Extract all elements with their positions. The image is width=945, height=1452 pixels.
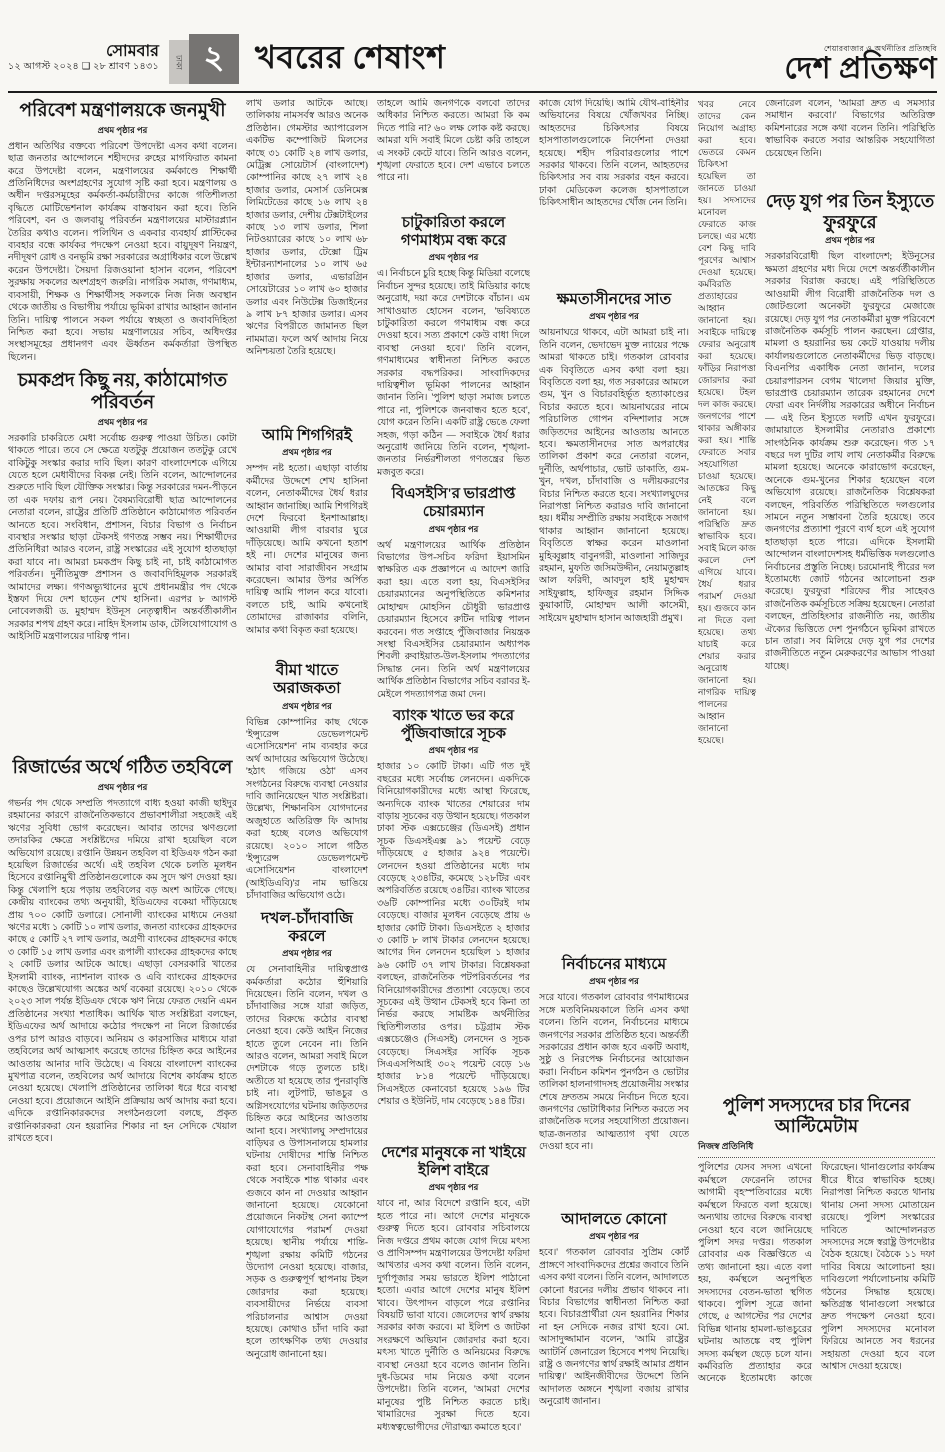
article-hilsa-export [377, 1145, 530, 1434]
date-line: ১২ আগস্ট ২০২৪ ❑ ২৮ শ্রাবণ ১৪৩১ [8, 62, 159, 73]
article-flattery-media [377, 215, 530, 479]
article-environment-ministry [8, 101, 237, 364]
weekday-label: সোমবার [106, 43, 159, 61]
article-insurance-sector [246, 662, 368, 903]
article-body: অর্থ মন্ত্রণালয়ের আর্থিক প্রতিষ্ঠান বিভাগের উপ-সচিব ফরিদা ইয়াসমিন স্বাক্ষরিত এক প্রজ্ঞাপনে এ আদেশ জারি করা হয়। এতে বলা হয়, বিএসইসির চেয়ারম্যানের অনুপস্থিতিতে কমিশনার মোহাম্মদ মোহসিন চৌধুরী ভারপ্রাপ্ত চেয়ারম্যান হিসেবে রুটিন দায়িত্ব পালন করবেন। গত সপ্তাহে পুঁজিবাজার নিয়ন্ত্রক সংস্থা বিএসইসির চেয়ারম্যান অধ্যাপক শিবলী রুবাইয়াত-উল-ইসলাম পদত্যাগের সিদ্ধান্ত নেন। তিনি অর্থ মন্ত্রণালয়ের আর্থিক প্রতিষ্ঠান বিভাগের সচিব বরাবর ই-মেইলে পদত্যাগপত্র জমা দেন। [377, 540, 530, 700]
date-block [8, 42, 159, 76]
column-6 [765, 98, 935, 1092]
article-headline: আমি শিগগিরই [262, 427, 352, 444]
article-reserve-fund [8, 758, 237, 1145]
article-joined-work-continuation [539, 98, 689, 284]
continued-from-page-one: প্রথম পৃষ্ঠার পর [282, 948, 332, 959]
article-body: আয়নাঘরে থাকবে, এটা আমরা চাই না। তিনি বলেন, ভেদাভেদ মুক্ত ন্যায়ের পক্ষে আমরা থাকতে চাই। গতকাল রোববার এক বিবৃতিতে এসব কথা বলা হয়। বিবৃতিতে বলা হয়, গত সরকারের আমলে গুম, খুন ও বিচারবহির্ভূত হত্যাকাণ্ডের বিচার করতে হবে। আয়নাঘরের নামে পরিচালিত গোপন বন্দিশালার সঙ্গে জড়িতদের আইনের আওতায় আনতে হবে। ক্ষমতাসীনদের সাত অপরাধের তালিকা প্রকাশ করে নেতারা বলেন, দুর্নীতি, অর্থপাচার, ভোট ডাকাতি, গুম-খুন, দখল, চাঁদাবাজি ও দলীয়করণের বিচার নিশ্চিত করতে হবে। সংখ্যালঘুদের নিরাপত্তা নিশ্চিত করারও দাবি জানানো হয়। ধর্মীয় সম্প্রীতি রক্ষায় সবাইকে সজাগ থাকার আহ্বান জানানো হয়েছে। বিবৃতিতে স্বাক্ষর করেন মাওলানা মুহিব্বুল্লাহ বাবুনগরী, মাওলানা সাজিদুর রহমান, মুফতি জসিমউদ্দীন, নেয়ামতুল্লাহ আল ফরিদী, আবদুল হাই মুহাম্মদ সাইফুল্লাহ, হাফিজুর রহমান সিদ্দিক কুয়াকাটি, মোহাম্মদ আলী কাসেমী, সাইয়েদ মুহাম্মাদ হাসান আজহারী প্রমুখ। [539, 328, 689, 624]
article-headline: নির্বাচনের মাধ্যমে [561, 956, 667, 973]
column-2 [246, 98, 368, 1445]
article-body: সম্পদ নষ্ট হতো। এছাড়া বার্তায় কর্মীদের উদ্দেশে শেখ হাসিনা বলেন, নেতাকর্মীদের ধৈর্য ধরার আহ্বান জানাচ্ছি। আমি শিগগিরই দেশে ফিরবো ইনশাআল্লাহ। আওয়ামী লীগ বারবার ঘুরে দাঁড়িয়েছে। আমি কখনো হতাশ হই না। দেশের মানুষের জন্য আমার বাবা সারাজীবন সংগ্রাম করেছেন। আমার উপর অর্পিত দায়িত্ব আমি পালন করে যাবো। বলতে চাই, আমি কখনোই তোমাদের রাজাকার বলিনি, আমার কথা বিকৃত করা হয়েছে। [246, 464, 368, 636]
continued-from-page-one: প্রথম পৃষ্ঠার পর [428, 252, 479, 263]
article-narrow-continuation [698, 98, 756, 746]
column-4 [539, 98, 689, 1445]
column-5-narrow [698, 98, 756, 1092]
column-3 [377, 98, 530, 1445]
article-body: কাজে যোগ দিয়েছি। আমি যৌথ-বাহিনীর অভিযানের বিষয়ে খোঁজখবর নিচ্ছি। আহতদের চিকিৎসার বিষয়ে হাসপাতালগুলোকে নির্দেশনা দেওয়া হয়েছে। শহীদ পরিবারগুলোর পাশে সরকার থাকবে। তিনি বলেন, আহতদের চিকিৎসার সব ব্যয় সরকার বহন করবে। ঢাকা মেডিকেল কলেজ হাসপাতালে চিকিৎসাধীন আহতদের খোঁজ নেন তিনি। [539, 99, 689, 209]
continued-from-page-one: প্রথম পৃষ্ঠার পর [825, 235, 875, 246]
section-title: খবরের শেষাংশ [254, 39, 446, 75]
article-headline: বিএসইসি'র ভারপ্রাপ্ত চেয়ারম্যান [391, 486, 516, 520]
article-three-issues [765, 191, 935, 673]
byline-own-correspondent: নিজস্ব প্রতিনিধি [698, 1138, 935, 1158]
continued-from-page-one: প্রথম পৃষ্ঠার পর [589, 1231, 639, 1242]
article-headline: বীমা খাতে অরাজকতা [273, 662, 341, 698]
article-body: যাবে না, আর বিদেশে রপ্তানি হবে, এটা হতে পারে না। আগে দেশের মানুষকে গুরুত্ব দিতে হবে। রোববার সচিবালয়ে নিজ দপ্তরে প্রথম কাজে যোগ দিয়ে মৎস্য ও প্রাণিসম্পদ মন্ত্রণালয়ের উপদেষ্টা ফরিদা আখতার এসব কথা বলেন। তিনি বলেন, দুর্গাপূজার সময় ভারতে ইলিশ পাঠানো হতো। এবার আগে দেশের মানুষ ইলিশ খাবে। উৎপাদন বাড়লে পরে রপ্তানির বিষয়টি ভাবা যাবে। জেলেদের স্বার্থ রক্ষায় সরকার কাজ করবে। মা ইলিশ ও জাটকা সংরক্ষণে অভিযান জোরদার করা হবে। মৎস্য খাতে দুর্নীতি ও অনিয়মের বিরুদ্ধে ব্যবস্থা নেওয়া হবে বলেও জানান তিনি। দুধ-ডিমের দাম নিয়েও কথা বলেন উপদেষ্টা। তিনি বলেন, 'আমরা দেশের মানুষের পুষ্টি নিশ্চিত করতে চাই। খামারিদের সুরক্ষা দিতে হবে। মধ্যস্বত্বভোগীদের দৌরাত্ম্য কমাতে হবে।' [377, 1199, 530, 1433]
article-structural-change [8, 371, 237, 751]
article-body: সরকারবিরোধী ছিল বাংলাদেশ; ইউনূসের ক্ষমতা গ্রহণের মধ্য দিয়ে দেশে অন্তর্বর্তীকালীন সরকার বিরাজ করছে। এই পরিস্থিতিতে আওয়ামী লীগ বিরোধী রাজনৈতিক দল ও জোটগুলো অনেকটা ফুরফুরে মেজাজে রয়েছে। দেড় যুগ পর নেতাকর্মীরা মুক্ত পরিবেশে রাজনৈতিক কর্মসূচি পালন করছেন। গ্রেপ্তার, মামলা ও হয়রানির ভয় কেটে যাওয়ায় দলীয় কার্যালয়গুলোতে নেতাকর্মীদের ভিড় বাড়ছে। বিএনপির একাধিক নেতা জানান, দলের চেয়ারপারসন বেগম খালেদা জিয়ার মুক্তি, ভারপ্রাপ্ত চেয়ারম্যান তারেক রহমানের দেশে ফেরা এবং নির্দলীয় সরকারের অধীনে নির্বাচন — এই তিন ইস্যুতে দলটি এখন ফুরফুরে। জামায়াতে ইসলামীর নেতারাও প্রকাশ্যে সাংগঠনিক কার্যক্রম শুরু করেছেন। গত ১৭ বছরে দল দুটির লাখ লাখ নেতাকর্মীর বিরুদ্ধে মামলা হয়েছে। অনেকে কারাভোগ করেছেন, অনেকে গুম-খুনের শিকার হয়েছেন বলে অভিযোগ রয়েছে। রাজনৈতিক বিশ্লেষকরা বলছেন, পরিবর্তিত পরিস্থিতিতে দলগুলোর সামনে নতুন সম্ভাবনা তৈরি হয়েছে। তবে জনগণের প্রত্যাশা পূরণে ব্যর্থ হলে এই সুযোগ হাতছাড়া হতে পারে। এদিকে ইসলামী আন্দোলন বাংলাদেশসহ ধর্মভিত্তিক দলগুলোও নির্বাচনের প্রস্তুতি নিচ্ছে। চরমোনাই পীরের দল ইতোমধ্যে জোট গঠনের আলোচনা শুরু করেছে। ফুরফুরা শরিফের পীর সাহেবও রাজনৈতিক কর্মসূচিতে সক্রিয় হয়েছেন। নেতারা বলছেন, প্রতিহিংসার রাজনীতি নয়, জাতীয় ঐক্যের ভিত্তিতে দেশ পুনর্গঠনে ভূমিকা রাখতে চান তারা। সব মিলিয়ে দেড় যুগ পর দেশের রাজনীতিতে নতুন মেরুকরণের আভাস পাওয়া যাচ্ছে। [765, 252, 935, 672]
article-headline: চমকপ্রদ কিছু নয়, কাঠামোগত পরিবর্তন [17, 371, 228, 413]
continued-from-page-one: প্রথম পৃষ্ঠার পর [428, 1182, 479, 1193]
article-body: গভর্নর পদ থেকে সম্প্রতি পদত্যাগে বাধ্য হওয়া কাজী ছাইদুর রহমানের কারণে রাজনৈতিকভাবে প্রভাবশালীরা সহজেই এই ঋণের সুবিধা ভোগ করেছেন। আবার তাদের ঋণগুলো তদারকির ক্ষেত্রে সংশ্লিষ্টদের দমিয়ে রাখা হয়েছিল বলে অভিযোগ রয়েছে। রপ্তানি উন্নয়ন তহবিল বা ইডিএফ গঠন করা হয়েছিল রিজার্ভের অর্থে। এই তহবিল থেকে চলতি মূলধন হিসেবে রপ্তানিমুখী প্রতিষ্ঠানগুলোকে কম সুদে ঋণ দেওয়া হয়। কিন্তু খেলাপি হয়ে পড়ায় তহবিলের বড় অংশ আটকে গেছে। কেন্দ্রীয় ব্যাংকের তথ্য অনুযায়ী, ইডিএফের বকেয়া দাঁড়িয়েছে প্রায় ৭০০ কোটি ডলারে। সোনালী ব্যাংকের মাধ্যমে নেওয়া ঋণের মধ্যে ১ কোটি ১০ লাখ ডলার, জনতা ব্যাংকের গ্রাহকদের কাছে ৫ কোটি ২৭ লাখ ডলার, অগ্রণী ব্যাংকের গ্রাহকদের কাছে ৩ কোটি ১৫ লাখ ডলার এবং রূপালী ব্যাংকের গ্রাহকদের কাছে ২ কোটি ডলার আটকে আছে। এছাড়া বেসরকারি খাতের ইসলামী ব্যাংক, ন্যাশনাল ব্যাংক ও এবি ব্যাংকের গ্রাহকদের কাছেও উল্লেখযোগ্য অঙ্কের অর্থ বকেয়া রয়েছে। ২০১০ থেকে ২০২৩ সাল পর্যন্ত ইডিএফ থেকে ঋণ নিয়ে ফেরত দেয়নি এমন প্রতিষ্ঠানের সংখ্যা শতাধিক। আর্থিক খাত সংশ্লিষ্টরা বলছেন, ইডিএফের অর্থ আদায়ে কঠোর পদক্ষেপ না নিলে রিজার্ভের ওপর চাপ আরও বাড়বে। অনিয়ম ও কারসাজির মাধ্যমে যারা তহবিলের অর্থ আত্মসাৎ করেছে তাদের চিহ্নিত করে আইনের আওতায় আনার দাবি উঠেছে। এ বিষয়ে বাংলাদেশ ব্যাংকের মুখপাত্র বলেন, তহবিলের অর্থ আদায়ে বিশেষ কার্যক্রম হাতে নেওয়া হয়েছে। খেলাপি প্রতিষ্ঠানের তালিকা ধরে ধরে ব্যবস্থা নেওয়া হবে। প্রয়োজনে আইনি প্রক্রিয়ায় অর্থ আদায় করা হবে। এদিকে রপ্তানিকারকদের সংগঠনগুলো বলছে, প্রকৃত রপ্তানিকারকরা যেন হয়রানির শিকার না হন সেদিকে খেয়াল রাখতে হবে। [8, 798, 237, 1144]
article-headline: দেশের মানুষকে না খাইয়ে ইলিশ বাইরে [381, 1144, 526, 1179]
masthead [784, 45, 937, 86]
article-headline: চাটুকারিতা করলে গণমাধ্যম বন্ধ করে [400, 215, 507, 249]
article-police-ultimatum [698, 1092, 935, 1386]
article-then-people-continuation [377, 98, 530, 208]
masthead-tagline: শেয়ারবাজার ও অর্থনীতির প্রতিচ্ছবি [824, 43, 937, 53]
continued-from-page-one: প্রথম পৃষ্ঠার পর [282, 447, 332, 458]
article-headline: দখল-চাঁদাবাজি করলে [261, 909, 353, 945]
column-right [698, 98, 935, 1445]
newspaper-logo: দেশ প্রতিক্ষণ [784, 51, 937, 85]
continued-from-page-one: প্রথম পৃষ্ঠার পর [97, 781, 148, 792]
article-body: যে সেনাবাহিনীর দায়িত্বপ্রাপ্ত কর্মকর্তারা কঠোর হুঁশিয়ারি দিয়েছেন। তিনি বলেন, দখল ও চাঁদাবাজির সঙ্গে যারা জড়িত, তাদের বিরুদ্ধে কঠোর ব্যবস্থা নেওয়া হবে। কেউ আইন নিজের হাতে তুলে নেবেন না। তিনি আরও বলেন, আমরা সবাই মিলে দেশটাকে গড়ে তুলতে চাই। অতীতে যা হয়েছে তার পুনরাবৃত্তি চাই না। লুটপাট, ভাঙচুর ও অগ্নিসংযোগের ঘটনায় জড়িতদের চিহ্নিত করে আইনের আওতায় আনা হবে। সংখ্যালঘু সম্প্রদায়ের বাড়িঘর ও উপাসনালয়ে হামলার ঘটনায় দোষীদের শাস্তি নিশ্চিত করা হবে। সেনাবাহিনীর পক্ষ থেকে সবাইকে শান্ত থাকার এবং গুজবে কান না দেওয়ার আহ্বান জানানো হয়েছে। যেকোনো প্রয়োজনে নিকটস্থ সেনা ক্যাম্পে যোগাযোগের পরামর্শ দেওয়া হয়েছে। স্থানীয় পর্যায়ে শান্তি-শৃঙ্খলা রক্ষায় কমিটি গঠনের উদ্যোগ নেওয়া হয়েছে। বাজার, সড়ক ও গুরুত্বপূর্ণ স্থাপনায় টহল জোরদার করা হয়েছে। ব্যবসায়ীদের নির্ভয়ে ব্যবসা পরিচালনার আশ্বাস দেওয়া হয়েছে। কোথাও চাঁদা দাবি করা হলে তাৎক্ষণিক তথ্য দেওয়ার অনুরোধ জানানো হয়। [246, 965, 368, 1360]
article-body: এ। নির্বাচনে চুরি হচ্ছে কিন্তু মিডিয়া বলেছে নির্বাচন সুন্দর হয়েছে। তাই মিডিয়ার কাছে অনুরোধ, দয়া করে দেশটাকে বাঁচান। এম সাখাওয়াত হোসেন বলেন, 'ভবিষ্যতে চাটুকারিতা করলে গণমাধ্যম বন্ধ করে দেওয়া হবে। সত্য প্রকাশে কেউ বাধা দিলে ব্যবস্থা নেওয়া হবে।' তিনি বলেন, গণমাধ্যমের স্বাধীনতা নিশ্চিত করতে সরকার বদ্ধপরিকর। সাংবাদিকদের দায়িত্বশীল ভূমিকা পালনের আহ্বান জানান তিনি। 'পুলিশ ছাড়া সমাজ চলতে পারে না, পুলিশকে জনবান্ধব হতে হবে', যোগ করেন তিনি। একটি রাষ্ট্র ভেঙে ফেলা সহজ, গড়া কঠিন — সবাইকে ধৈর্য ধরার অনুরোধ জানিয়ে তিনি বলেন, শৃঙ্খলা-জনতার নির্ভরশীলতা গণতন্ত্রের ভিত মজবুত করে। [377, 269, 530, 478]
continued-from-page-one: প্রথম পৃষ্ঠার পর [589, 311, 639, 322]
page-number: ২ [189, 34, 239, 84]
continued-from-page-one: প্রথম পৃষ্ঠার পর [282, 700, 332, 711]
article-headline: পুলিশ সদস্যদের চার দিনের আল্টিমেটাম [722, 1095, 911, 1137]
article-body: হবে।' গতকাল রোববার সুপ্রিম কোর্ট প্রাঙ্গণে সাংবাদিকদের প্রশ্নের জবাবে তিনি এসব কথা বলেন। তিনি বলেন, আদালতে কোনো ধরনের দলীয় প্রভাব থাকবে না। বিচার বিভাগের স্বাধীনতা নিশ্চিত করা হবে। বিচারপ্রার্থীরা যেন হয়রানির শিকার না হন সেদিকে নজর রাখা হবে। মো. আসাদুজ্জামান বলেন, 'আমি রাষ্ট্রের অ্যাটর্নি জেনারেল হিসেবে শপথ নিয়েছি। রাষ্ট্র ও জনগণের স্বার্থ রক্ষাই আমার প্রধান দায়িত্ব।' আইনজীবীদের উদ্দেশে তিনি আদালত অঙ্গনে শৃঙ্খলা বজায় রাখার অনুরোধ জানান। [539, 1248, 689, 1408]
article-body: হাজার ১০ কোটি টাকা। এটি গত দুই বছরের মধ্যে সর্বোচ্চ লেনদেন। একদিকে বিনিয়োগকারীদের মধ্যে আস্থা ফিরেছে, অন্যদিকে ব্যাংক খাতের শেয়ারের দাম বাড়ায় সূচকের বড় উত্থান হয়েছে। গতকাল ঢাকা স্টক এক্সচেঞ্জের (ডিএসই) প্রধান সূচক ডিএসইএক্স ৯১ পয়েন্ট বেড়ে দাঁড়িয়েছে ৫ হাজার ৯২৪ পয়েন্টে। লেনদেন হওয়া প্রতিষ্ঠানের মধ্যে দাম বেড়েছে ২৩৪টির, কমেছে ১২৮টির এবং অপরিবর্তিত রয়েছে ৩৪টির। ব্যাংক খাতের ৩৬টি কোম্পানির মধ্যে ৩০টিরই দাম বেড়েছে। বাজার মূলধন বেড়েছে প্রায় ৬ হাজার কোটি টাকা। ডিএসইতে ২ হাজার ৩ কোটি ৮ লাখ টাকার লেনদেন হয়েছে। আগের দিন লেনদেন হয়েছিল ১ হাজার ৯৬ কোটি ৩৭ লাখ টাকার। বিশ্লেষকরা বলছেন, রাজনৈতিক পটপরিবর্তনের পর বিনিয়োগকারীদের প্রত্যাশা বেড়েছে। তবে সূচকের এই উত্থান টেকসই হবে কিনা তা নির্ভর করছে সামষ্টিক অর্থনীতির স্থিতিশীলতার ওপর। চট্টগ্রাম স্টক এক্সচেঞ্জেও (সিএসই) লেনদেন ও সূচক বেড়েছে। সিএসইর সার্বিক সূচক সিএএসপিআই ৩০২ পয়েন্ট বেড়ে ১৬ হাজার ৮১৪ পয়েন্টে দাঁড়িয়েছে। সিএসইতে কেনাবেচা হয়েছে ১৯৬ টির শেয়ার ও ইউনিট, দাম বেড়েছে ১৪৪ টির। [377, 762, 530, 1108]
article-through-election [539, 956, 689, 1204]
article-stock-index [377, 708, 530, 1138]
article-headline: দেড় যুগ পর তিন ইস্যুতে ফুরফুরে [765, 191, 935, 233]
article-bsec-chairman [377, 486, 530, 701]
article-body: তাহলে আমি জনগণকে বলবো তাদের অধিকার নিশ্চিত করতে। আমরা কি কম দিতে পারি না? ৬০ লক্ষ লোক কষ্ট করছে। আমরা যদি সবাই মিলে চেষ্টা করি তাহলে এ সংকট কেটে যাবে। তিনি আরও বলেন, শৃঙ্খলা ফেরাতে হবে। দেশ এভাবে চলতে পারে না। [377, 99, 530, 184]
article-body: লাখ ডলার আটকে আছে। তালিকায় নামসর্বস্ব আরও অনেক প্রতিষ্ঠান। গেমস্টার অ্যাপারেলস একটিভ কম্পোজিট মিলসের কাছে ৩১ কোটি ২৪ লাখ ডলার, মেট্রিক্স সোয়েটার্স (বাংলাদেশ) কোম্পানির কাছে ২৭ লাখ ২৪ হাজার ডলার, মেসার্স ডেনিমেক্স লিমিটেডের কাছে ১৬ লাখ ২৪ হাজার ডলার, দেশীয় টেক্সটাইলের কাছে ১৩ লাখ ডলার, শিলা নিটওয়্যারের কাছে ১০ লাখ ৬৮ হাজার ডলার, টেক্সো ট্রিম ইন্টারন্যাশনালের ১০ লাখ ৬৫ হাজার ডলার, এভারগ্রিন সোয়েটারের ১০ লাখ ৬০ হাজার ডলার এবং নিউটেক্স ডিজাইনের ৯ লাখ ৮৭ হাজার ডলার। এসব ঋণের বিপরীতে জামানত ছিল নামমাত্র। ফলে অর্থ আদায় নিয়ে অনিশ্চয়তা তৈরি হয়েছে। [246, 99, 368, 358]
article-court-none [539, 1211, 689, 1409]
article-body: জেনারেল বলেন, 'আমরা দ্রুত এ সমস্যার সমাধান করবো।' বিভাগের অতিরিক্ত কমিশনারের সঙ্গে কথা বলেন তিনি। পরিস্থিতি স্বাভাবিক করতে সবার আন্তরিক সহযোগিতা চেয়েছেন তিনি। [765, 99, 935, 159]
article-body: বিভিন্ন কোম্পানির কাছ থেকে 'ইন্স্যুরেন্স ডেভেলপমেন্ট এসোসিয়েশন' নাম ব্যবহার করে অর্থ আদায়ের অভিযোগ উঠেছে। 'হঠাৎ গজিয়ে ওঠা' এসব সংগঠনের বিরুদ্ধে ব্যবস্থা নেওয়ার দাবি জানিয়েছেন খাত সংশ্লিষ্টরা। উল্লেখ্য, শিক্ষানবিস যোগদানের অজুহাতে অতিরিক্ত ফি আদায় করা হচ্ছে বলেও অভিযোগ রয়েছে। ২০১০ সালে গঠিত 'ইন্স্যুরেন্স ডেভেলপমেন্ট এসোসিয়েশন বাংলাদেশ (আইডিএবি)'র নাম ভাঙিয়ে চাঁদাবাজির অভিযোগ ওঠে। [246, 717, 368, 902]
edition-mark: ঢাকা [169, 40, 189, 84]
article-headline: রিজার্ভের অর্থে গঠিত তহবিলে [12, 758, 233, 779]
article-body: প্রধান অতিথির বক্তব্যে পরিবেশ উপদেষ্টা এসব কথা বলেন। ছাত্র জনতার আন্দোলনে শহীদদের রুহের মাগফিরাত কামনা করে উপদেষ্টা বলেন, মন্ত্রণালয়ের কর্মকাণ্ডে শিক্ষার্থী প্রতিনিধিদের অংশগ্রহণের সুযোগ সৃষ্টি করা হবে। মন্ত্রণালয় ও অধীন দপ্তরসমূহের কর্মকর্তা-কর্মচারীদের কাজে গতিশীলতা বৃদ্ধিতে মোটিভেশনাল কার্যক্রম বাস্তবায়ন করা হবে। তিনি পরিবেশ, বন ও জলবায়ু পরিবর্তন মন্ত্রণালয়ের মাস্টারপ্ল্যান তৈরির কথাও বলেন। পলিথিন ও একবার ব্যবহার্য প্লাস্টিকের ব্যবহার বন্ধে কার্যকর পদক্ষেপ নেওয়া হবে। বায়ুদূষণ নিয়ন্ত্রণ, নদীদূষণ রোধ ও বনভূমি রক্ষা সরকারের অগ্রাধিকার বলে উল্লেখ করেন উপদেষ্টা। সৈয়দা রিজওয়ানা হাসান বলেন, পরিবেশ সুরক্ষায় সকলের অংশগ্রহণ জরুরি। নাগরিক সমাজ, গণমাধ্যম, ব্যবসায়ী, শিক্ষক ও শিক্ষার্থীসহ সকলকে নিজ নিজ অবস্থান থেকে জাতীয় ও বিভাগীয় পর্যায়ে ভূমিকা রাখার আহ্বান জানান তিনি। দায়িত্ব পালনে সকল পর্যায়ে স্বচ্ছতা ও জবাবদিহিতা নিশ্চিত করা হবে। সভায় মন্ত্রণালয়ের সচিব, অধিদপ্তর সংস্থাসমূহের প্রধানগণ এবং ঊর্ধ্বতন কর্মকর্তারা উপস্থিত ছিলেন। [8, 141, 237, 363]
article-i-will-soon [246, 427, 368, 655]
page-number-badge [169, 34, 239, 84]
article-headline: ব্যাংক খাতে ভর করে পুঁজিবাজারে সূচক [393, 707, 514, 742]
continued-from-page-one: প্রথম পৃষ্ঠার পর [428, 745, 479, 756]
article-headline: পরিবেশ মন্ত্রণালয়কে জনমুখী [19, 101, 226, 121]
article-body: খবর নেবে তাদের কেন নিয়োগ অগ্রাহ্য করা হবে। ভেতরে কেমন চিকিৎসা হয়েছিল তা জানতে চাওয়া হয়। সদস্যদের মনোবল ফেরাতে কাজ চলছে। এর মধ্যে বেশ কিছু দাবি পূরণের আশ্বাস দেওয়া হয়েছে। কর্মবিরতি প্রত্যাহারের আহ্বান জানানো হয়। সবাইকে দায়িত্বে ফেরার অনুরোধ করা হয়েছে। ফাঁড়ির নিরাপত্তা জোরদার করা হয়েছে। টহল দল কাজ করছে। জনগণের পাশে থাকার অঙ্গীকার করা হয়। শান্তি ফেরাতে সবার সহযোগিতা চাওয়া হয়েছে। আতঙ্কের কিছু নেই বলে জানানো হয়। পরিস্থিতি দ্রুত স্বাভাবিক হবে। সবাই মিলে কাজ করলে দেশ এগিয়ে যাবে। ধৈর্য ধরার পরামর্শ দেওয়া হয়। গুজবে কান না দিতে বলা হয়েছে। তথ্য যাচাই করে শেয়ার করার অনুরোধ জানানো হয়। নাগরিক দায়িত্ব পালনের আহ্বান জানানো হয়েছে। [698, 99, 756, 745]
article-powerful-seven [539, 291, 689, 949]
article-body: সরকারি চাকরিতে মেধা সর্বোচ্চ গুরুত্ব পাওয়া উচিত। কোটা থাকতে পারে। তবে সে ক্ষেত্রে যতটুকু প্রয়োজন ততটুকু রেখে বাকিটুকু সংস্কার করার দাবি ছিল। কারণ বাংলাদেশকে এগিয়ে যেতে হলে মেধাবীদের বিকল্প নেই। তিনি বলেন, আন্দোলনের শুরুতে দাবি ছিল যৌক্তিক সংস্কার। কিন্তু সরকারের দমন-পীড়নে তা এক দফায় রূপ নেয়। বৈষম্যবিরোধী ছাত্র আন্দোলনের নেতারা বলেন, রাষ্ট্রের প্রতিটি প্রতিষ্ঠানে কাঠামোগত পরিবর্তন আনতে হবে। সংবিধান, প্রশাসন, বিচার বিভাগ ও নির্বাচন ব্যবস্থার সংস্কার ছাড়া টেকসই গণতন্ত্র সম্ভব নয়। শিক্ষার্থীদের প্রতিনিধিরা আরও বলেন, রাষ্ট্র সংস্কারের এই সুযোগ হাতছাড়া করা যাবে না। আমরা চমকপ্রদ কিছু চাই না, চাই কাঠামোগত পরিবর্তন। দুর্নীতিমুক্ত প্রশাসন ও জবাবদিহিমূলক সরকারই আমাদের লক্ষ্য। গণঅভ্যুত্থানের মুখে প্রধানমন্ত্রীর পদ থেকে ইস্তফা দিয়ে দেশ ছাড়েন শেখ হাসিনা। এরপর ৮ আগস্ট নোবেলজয়ী ড. মুহাম্মদ ইউনূস নেতৃত্বাধীন অন্তর্বর্তীকালীন সরকার শপথ গ্রহণ করে। নাহিদ ইসলাম ডাক, টেলিযোগাযোগ ও আইসিটি মন্ত্রণালয়ের দায়িত্ব পান। [8, 433, 237, 643]
continued-from-page-one: প্রথম পৃষ্ঠার পর [97, 416, 148, 427]
article-headline: ক্ষমতাসীনদের সাত [556, 291, 672, 308]
article-headline: আদালতে কোনো [561, 1211, 667, 1228]
continued-from-page-one: প্রথম পৃষ্ঠার পর [428, 523, 479, 534]
article-general-quote-continuation [765, 98, 935, 184]
column-1 [8, 98, 237, 1445]
continued-from-page-one: প্রথম পৃষ্ঠার পর [97, 124, 148, 135]
article-body: সরে যাবে। গতকাল রোববার গণমাধ্যমের সঙ্গে মতবিনিময়কালে তিনি এসব কথা বলেন। তিনি বলেন, নির্বাচনের মাধ্যমে জনগণের সরকার প্রতিষ্ঠিত হবে। অন্তর্বর্তী সরকারের প্রধান কাজ হবে একটি অবাধ, সুষ্ঠু ও নিরপেক্ষ নির্বাচনের আয়োজন করা। নির্বাচন কমিশন পুনর্গঠন ও ভোটার তালিকা হালনাগাদসহ প্রয়োজনীয় সংস্কার শেষে দ্রুততম সময়ে নির্বাচন দিতে হবে। জনগণের ভোটাধিকার নিশ্চিত করতে সব রাজনৈতিক দলের সহযোগিতা প্রয়োজন। ছাত্র-জনতার আত্মত্যাগ বৃথা যেতে দেওয়া হবে না। [539, 993, 689, 1153]
article-dollar-stuck-continuation [246, 98, 368, 420]
page-header [8, 0, 937, 93]
continued-from-page-one: প্রথম পৃষ্ঠার পর [589, 976, 639, 987]
article-body: পুলিশের যেসব সদস্য এখনো কর্মস্থলে ফেরেননি তাদের আগামী বৃহস্পতিবারের মধ্যে কর্মস্থলে ফিরতে বলা হয়েছে। অন্যথায় তাদের বিরুদ্ধে ব্যবস্থা নেওয়া হবে বলে জানিয়েছে পুলিশ সদর দপ্তর। গতকাল রোববার এক বিজ্ঞপ্তিতে এ তথ্য জানানো হয়। এতে বলা হয়, কর্মস্থলে অনুপস্থিত সদস্যদের বেতন-ভাতা স্থগিত থাকবে। পুলিশ সূত্রে জানা গেছে, ৫ আগস্টের পর দেশের বিভিন্ন থানায় হামলা-ভাঙচুরের ঘটনায় আতঙ্কে বহু পুলিশ সদস্য কর্মস্থল ছেড়ে চলে যান। কর্মবিরতি প্রত্যাহার করে অনেকে ইতোমধ্যে কাজে ফিরেছেন। থানাগুলোর কার্যক্রম ধীরে ধীরে স্বাভাবিক হচ্ছে। নিরাপত্তা নিশ্চিত করতে থানায় থানায় সেনা সদস্য মোতায়েন রয়েছে। পুলিশ সংস্কারের দাবিতে আন্দোলনরত সদস্যদের সঙ্গে স্বরাষ্ট্র উপদেষ্টার বৈঠক হয়েছে। বৈঠকে ১১ দফা দাবির বিষয়ে আলোচনা হয়। দাবিগুলো পর্যালোচনায় কমিটি গঠনের সিদ্ধান্ত হয়েছে। ক্ষতিগ্রস্ত থানাগুলো সংস্কারে দ্রুত পদক্ষেপ নেওয়া হবে। পুলিশ সদস্যদের মনোবল ফিরিয়ে আনতে সব ধরনের সহায়তা দেওয়া হবে বলে আশ্বাস দেওয়া হয়েছে। [698, 1163, 935, 1385]
article-occupation-extortion [246, 910, 368, 1362]
column-area [8, 93, 937, 1445]
